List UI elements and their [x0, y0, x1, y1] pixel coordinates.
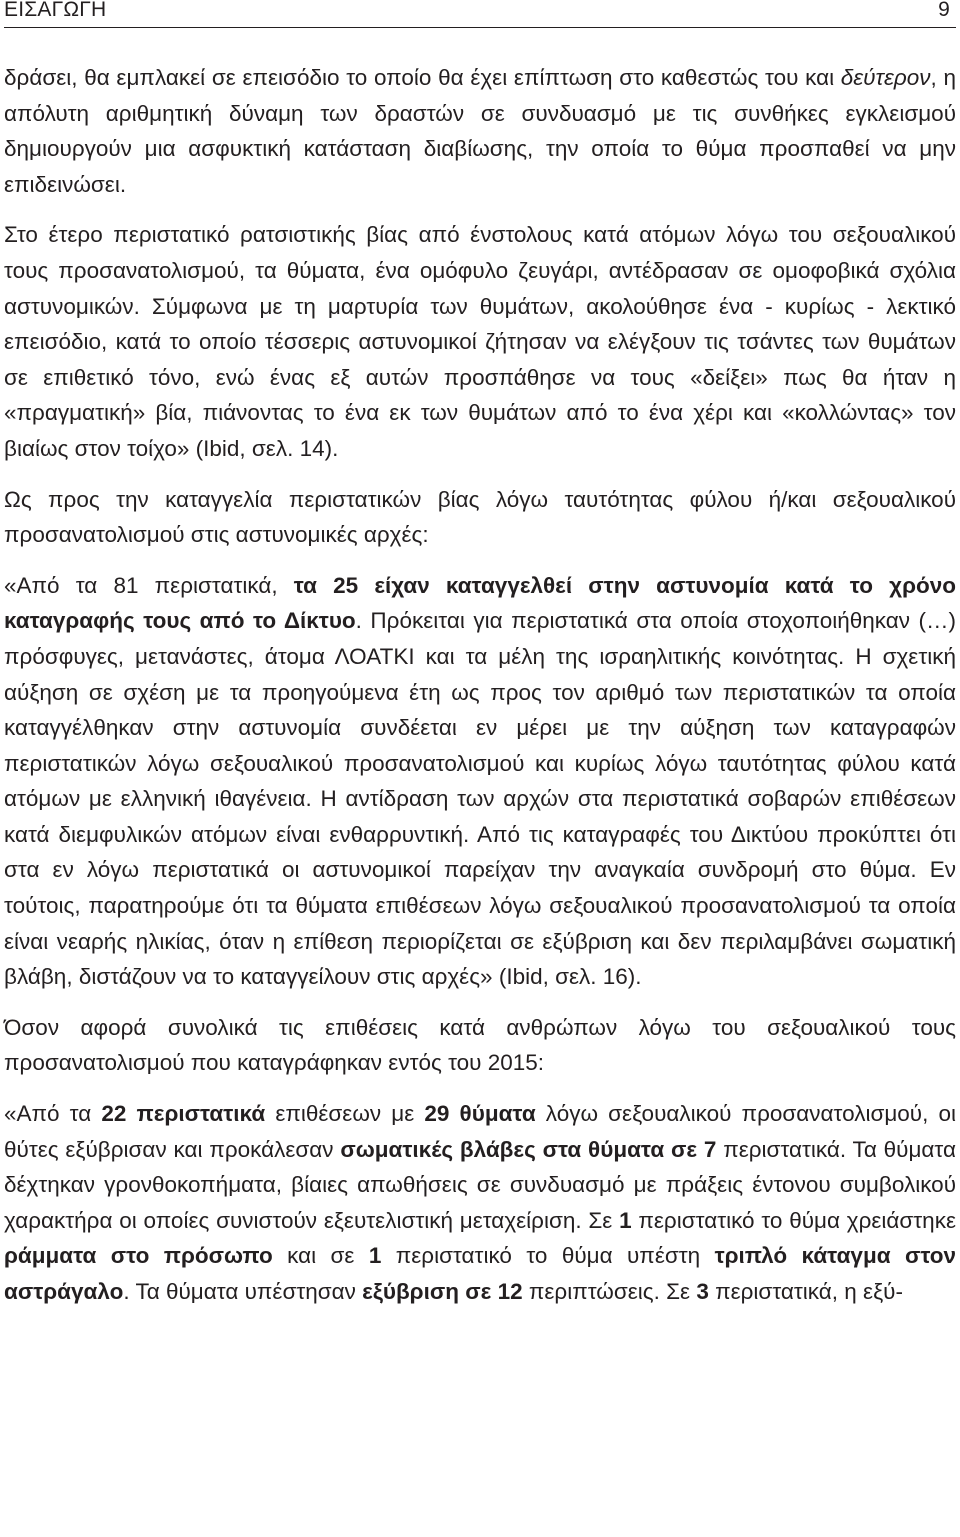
text-run-bold: 29 θύματα	[424, 1101, 536, 1127]
text-run: περιστατικά, η εξύ-	[708, 1279, 903, 1304]
quote-paragraph	[4, 568, 956, 995]
paragraph	[4, 60, 956, 202]
text-run-bold: 1	[368, 1243, 382, 1269]
text-run: Στο έτερο περιστατικό ρατσιστικής βίας από ένστολους κατά ατόμων λόγω του σεξουαλικού τους προσανατολισμού, τα θύματα, ένα ομόφυλο ζευγάρι, αντέδρασαν σε ομοφοβικά σχόλια αστυνομικών. Σύμφωνα με τη μαρτυρία των θυμάτων, ακολούθησε ένα - κυρίως - λεκτικό επεισόδιο, κατά το οποίο τέσσερις αστυνομικοί ζήτησαν να ελέγξουν τις τσάντες των θυμάτων σε επιθετικό τόνο, ενώ ένας εξ αυτών προσπάθησε να τους «δείξει» πως θα ήταν η «πραγματική» βία, πιάνοντας το ένα εκ των θυμάτων από το ένα χέρι και «κολλώντας» τον βιαίως στον τοίχο» (Ibid, σελ. 14).	[4, 222, 956, 461]
text-run: περιστατικό το θύμα χρειάστηκε	[631, 1207, 956, 1233]
text-run: περιστατικό το θύμα υπέστη	[381, 1243, 715, 1269]
page-number: 9	[938, 0, 950, 21]
paragraph	[4, 1010, 956, 1081]
text-run-bold: 3	[696, 1279, 709, 1304]
paragraph	[4, 217, 956, 466]
text-run-bold: τριπλό κάταγμα στον αστράγαλο	[4, 1243, 957, 1304]
text-run: λόγω σεξουαλικού προσανατολισμού, οι θύτες εξύβρισαν και προκάλεσαν	[4, 1101, 956, 1162]
text-run-bold: ράμματα στο πρόσωπο	[4, 1243, 273, 1269]
text-run-bold: 22 περιστατικά	[101, 1101, 266, 1127]
text-run-italic: δεύτερον	[840, 65, 931, 90]
text-run-bold: εξύβριση σε 12	[362, 1279, 523, 1304]
text-run: , η απόλυτη αριθμητική δύναμη των δραστών σε συνδυασμό με τις συνθήκες εγκλεισμού δημιουργούν μια ασφυκτική κατάσταση διαβίωσης, την οποία το θύμα προσπαθεί να μην επιδεινώσει.	[4, 65, 956, 197]
body-text	[4, 60, 956, 1310]
paragraph	[4, 482, 956, 553]
text-run: Ως προς την καταγγελία περιστατικών βίας λόγω ταυτότητας φύλου ή/και σεξουαλικού προσανατολισμού στις αστυνομικές αρχές:	[4, 486, 956, 548]
text-run: περιστατικά. Τα θύματα δέχτηκαν γρονθοκοπήματα, βίαιες απωθήσεις σε συνδυασμό με πράξεις έντονου συμβολικού χαρακτήρα οι οποίες συνιστούν εξευτελιστική μεταχείριση. Σε	[4, 1136, 957, 1233]
text-run: περιπτώσεις. Σε	[522, 1279, 697, 1304]
text-run-bold: 1	[619, 1207, 632, 1233]
text-run: «Από τα 81 περιστατικά,	[4, 572, 294, 598]
text-run: επιθέσεων με	[265, 1101, 425, 1127]
text-run: . Τα θύματα υπέστησαν	[123, 1279, 363, 1304]
text-run-bold: τα 25 είχαν καταγγελθεί στην αστυνομία κατά το χρόνο καταγραφής τους από το Δίκτυο	[4, 572, 956, 634]
text-run-bold: σωματικές βλάβες στα θύματα σε 7	[340, 1136, 717, 1162]
section-title: ΕΙΣΑΓΩΓΗ	[4, 0, 107, 21]
text-run: Όσον αφορά συνολικά τις επιθέσεις κατά ανθρώπων λόγω του σεξουαλικού τους προσανατολισμού που καταγράφηκαν εντός του 2015:	[4, 1014, 956, 1076]
text-run: και σε	[272, 1243, 369, 1269]
text-run: . Πρόκειται για περιστατικά στα οποία στοχοποιήθηκαν (…) πρόσφυγες, μετανάστες, άτομα ΛΟΑΤΚΙ και τα μέλη της ισραηλιτικής κοινότητας. Η σχετική αύξηση σε σχέση με τα προηγούμενα έτη ως προς τον αριθμό των περιστατικών τα οποία καταγγέλθηκαν στην αστυνομία συνδέεται εν μέρει με την αύξηση των καταγραφών περιστατικών λόγω σεξουαλικού προσανατολισμού και κυρίως λόγω ταυτότητας φύλου κατά ατόμων με ελληνική ιθαγένεια. Η αντίδραση των αρχών στα περιστατικά σοβαρών επιθέσεων κατά διεμφυλικών ατόμων είναι ενθαρρυντική. Από τις καταγραφές του Δικτύου προκύπτει ότι στα εν λόγω περιστατικά οι αστυνομικοί παρείχαν την αναγκαία συνδρομή στο θύμα. Εν τούτοις, παρατηρούμε ότι τα θύματα επιθέσεων λόγω σεξουαλικού προσανατολισμού τα οποία είναι νεαρής ηλικίας, όταν η επίθεση περιορίζεται σε εξύβριση και δεν περιλαμβάνει σωματική βλάβη, διστάζουν να το καταγγείλουν στις αρχές» (Ibid, σελ. 16).	[4, 608, 956, 990]
text-run: «Από τα	[4, 1101, 102, 1127]
running-header	[4, 0, 956, 28]
quote-paragraph	[4, 1096, 956, 1310]
text-run: δράσει, θα εμπλακεί σε επεισόδιο το οποίο θα έχει επίπτωση στο καθεστώς του και	[4, 65, 841, 90]
